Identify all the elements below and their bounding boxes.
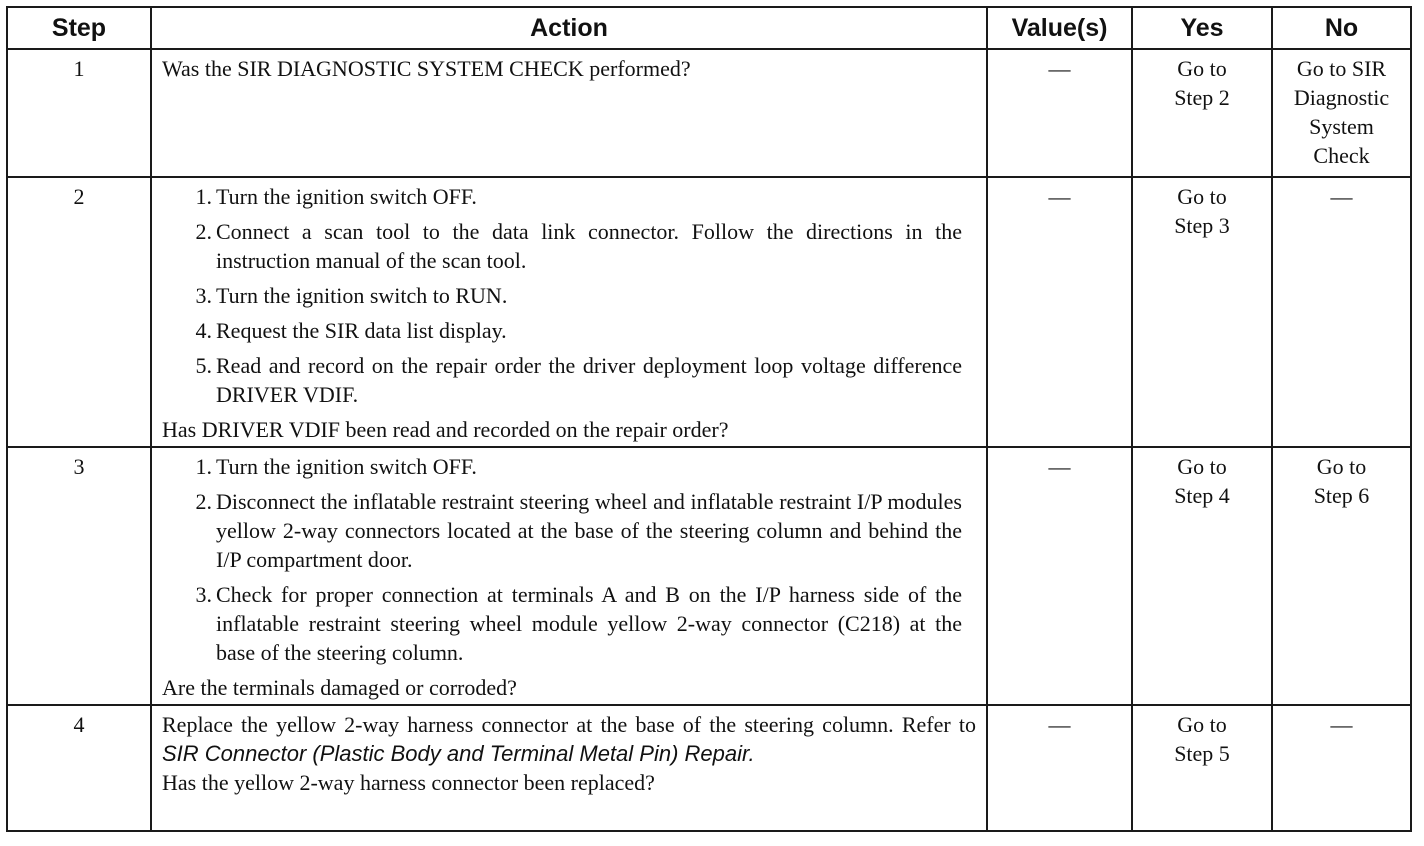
yes-cell [1132, 49, 1272, 177]
action-question: Are the terminals damaged or corroded? [162, 675, 517, 700]
diagnostic-table [6, 6, 1412, 832]
action-step-item [162, 217, 962, 275]
action-cell [151, 49, 987, 177]
header-no: No [1272, 7, 1411, 49]
step-number: 2 [7, 177, 151, 447]
header-yes: Yes [1132, 7, 1272, 49]
header-values: Value(s) [987, 7, 1132, 49]
step-item-text: Check for proper connection at terminals A and B on the I/P harness side of the inflatable restraint steering wheel module yellow 2-way connector (C218) at the base of the steering column. [216, 582, 962, 665]
yes-cell [1132, 177, 1272, 447]
step-item-text: Request the SIR data list display. [216, 318, 507, 343]
header-row [7, 7, 1411, 49]
step-item-text: Turn the ignition switch OFF. [216, 454, 477, 479]
header-action: Action [151, 7, 987, 49]
no-line: Diagnostic [1293, 85, 1390, 110]
yes-line: Step 5 [1174, 741, 1230, 766]
yes-line: Go to [1177, 184, 1227, 209]
step-item-text: Turn the ignition switch to RUN. [216, 283, 508, 308]
procedure-reference: SIR Connector (Plastic Body and Terminal Metal Pin) Repair. [162, 741, 755, 766]
table-row [7, 447, 1411, 705]
step-item-text: Turn the ignition switch OFF. [216, 184, 477, 209]
step-item-number: 3. [195, 283, 212, 308]
step-item-text: Read and record on the repair order the driver deployment loop voltage difference DRIVER VDIF. [216, 353, 962, 407]
no-cell [1272, 49, 1411, 177]
step-number: 3 [7, 447, 151, 705]
step-number: 1 [7, 49, 151, 177]
step-item-number: 5. [195, 353, 212, 378]
value-cell: — [987, 49, 1132, 177]
action-step-item [162, 487, 962, 574]
value-cell: — [987, 177, 1132, 447]
yes-line: Step 3 [1174, 213, 1230, 238]
yes-line: Go to [1177, 56, 1227, 81]
header-step: Step [7, 7, 151, 49]
no-line: System [1309, 114, 1374, 139]
yes-cell [1132, 447, 1272, 705]
step-item-number: 1. [195, 184, 212, 209]
step-item-number: 2. [195, 219, 212, 244]
value-cell: — [987, 447, 1132, 705]
no-cell [1272, 705, 1411, 831]
yes-line: Step 2 [1174, 85, 1230, 110]
step-item-number: 3. [195, 582, 212, 607]
diagnostic-table-container [6, 6, 1410, 832]
action-question: Was the SIR DIAGNOSTIC SYSTEM CHECK performed? [162, 56, 691, 81]
action-step-item [162, 580, 962, 667]
no-line: Step 6 [1313, 483, 1370, 508]
action-step-item [162, 182, 962, 211]
no-cell [1272, 177, 1411, 447]
yes-line: Go to [1177, 454, 1227, 479]
action-cell [151, 705, 987, 831]
action-cell [151, 177, 987, 447]
action-step-item [162, 316, 962, 345]
action-instruction: Replace the yellow 2-way harness connector at the base of the steering column. Refer to [162, 712, 976, 737]
action-steps-list [162, 452, 976, 667]
table-row [7, 705, 1411, 831]
value-cell: — [987, 705, 1132, 831]
no-line: Go to [1316, 454, 1367, 479]
step-number: 4 [7, 705, 151, 831]
yes-line: Step 4 [1174, 483, 1230, 508]
action-question: Has the yellow 2-way harness connector been replaced? [162, 770, 655, 795]
action-step-item [162, 452, 962, 481]
step-item-number: 4. [195, 318, 212, 343]
action-steps-list [162, 182, 976, 409]
no-line: — [1330, 184, 1353, 209]
step-item-text: Connect a scan tool to the data link connector. Follow the directions in the instruction manual of the scan tool. [216, 219, 962, 273]
no-line: — [1330, 712, 1353, 737]
step-item-number: 1. [195, 454, 212, 479]
action-cell [151, 447, 987, 705]
table-row [7, 177, 1411, 447]
no-cell [1272, 447, 1411, 705]
action-step-item [162, 281, 962, 310]
step-item-number: 2. [195, 489, 212, 514]
action-question: Has DRIVER VDIF been read and recorded on the repair order? [162, 417, 729, 442]
table-row [7, 49, 1411, 177]
action-step-item [162, 351, 962, 409]
no-line: Go to SIR [1296, 56, 1387, 81]
no-line: Check [1313, 143, 1370, 168]
step-item-text: Disconnect the inflatable restraint steering wheel and inflatable restraint I/P modules yellow 2-way connectors located at the base of the steering column and behind the I/P compartment door. [216, 489, 962, 572]
yes-cell [1132, 705, 1272, 831]
yes-line: Go to [1177, 712, 1227, 737]
